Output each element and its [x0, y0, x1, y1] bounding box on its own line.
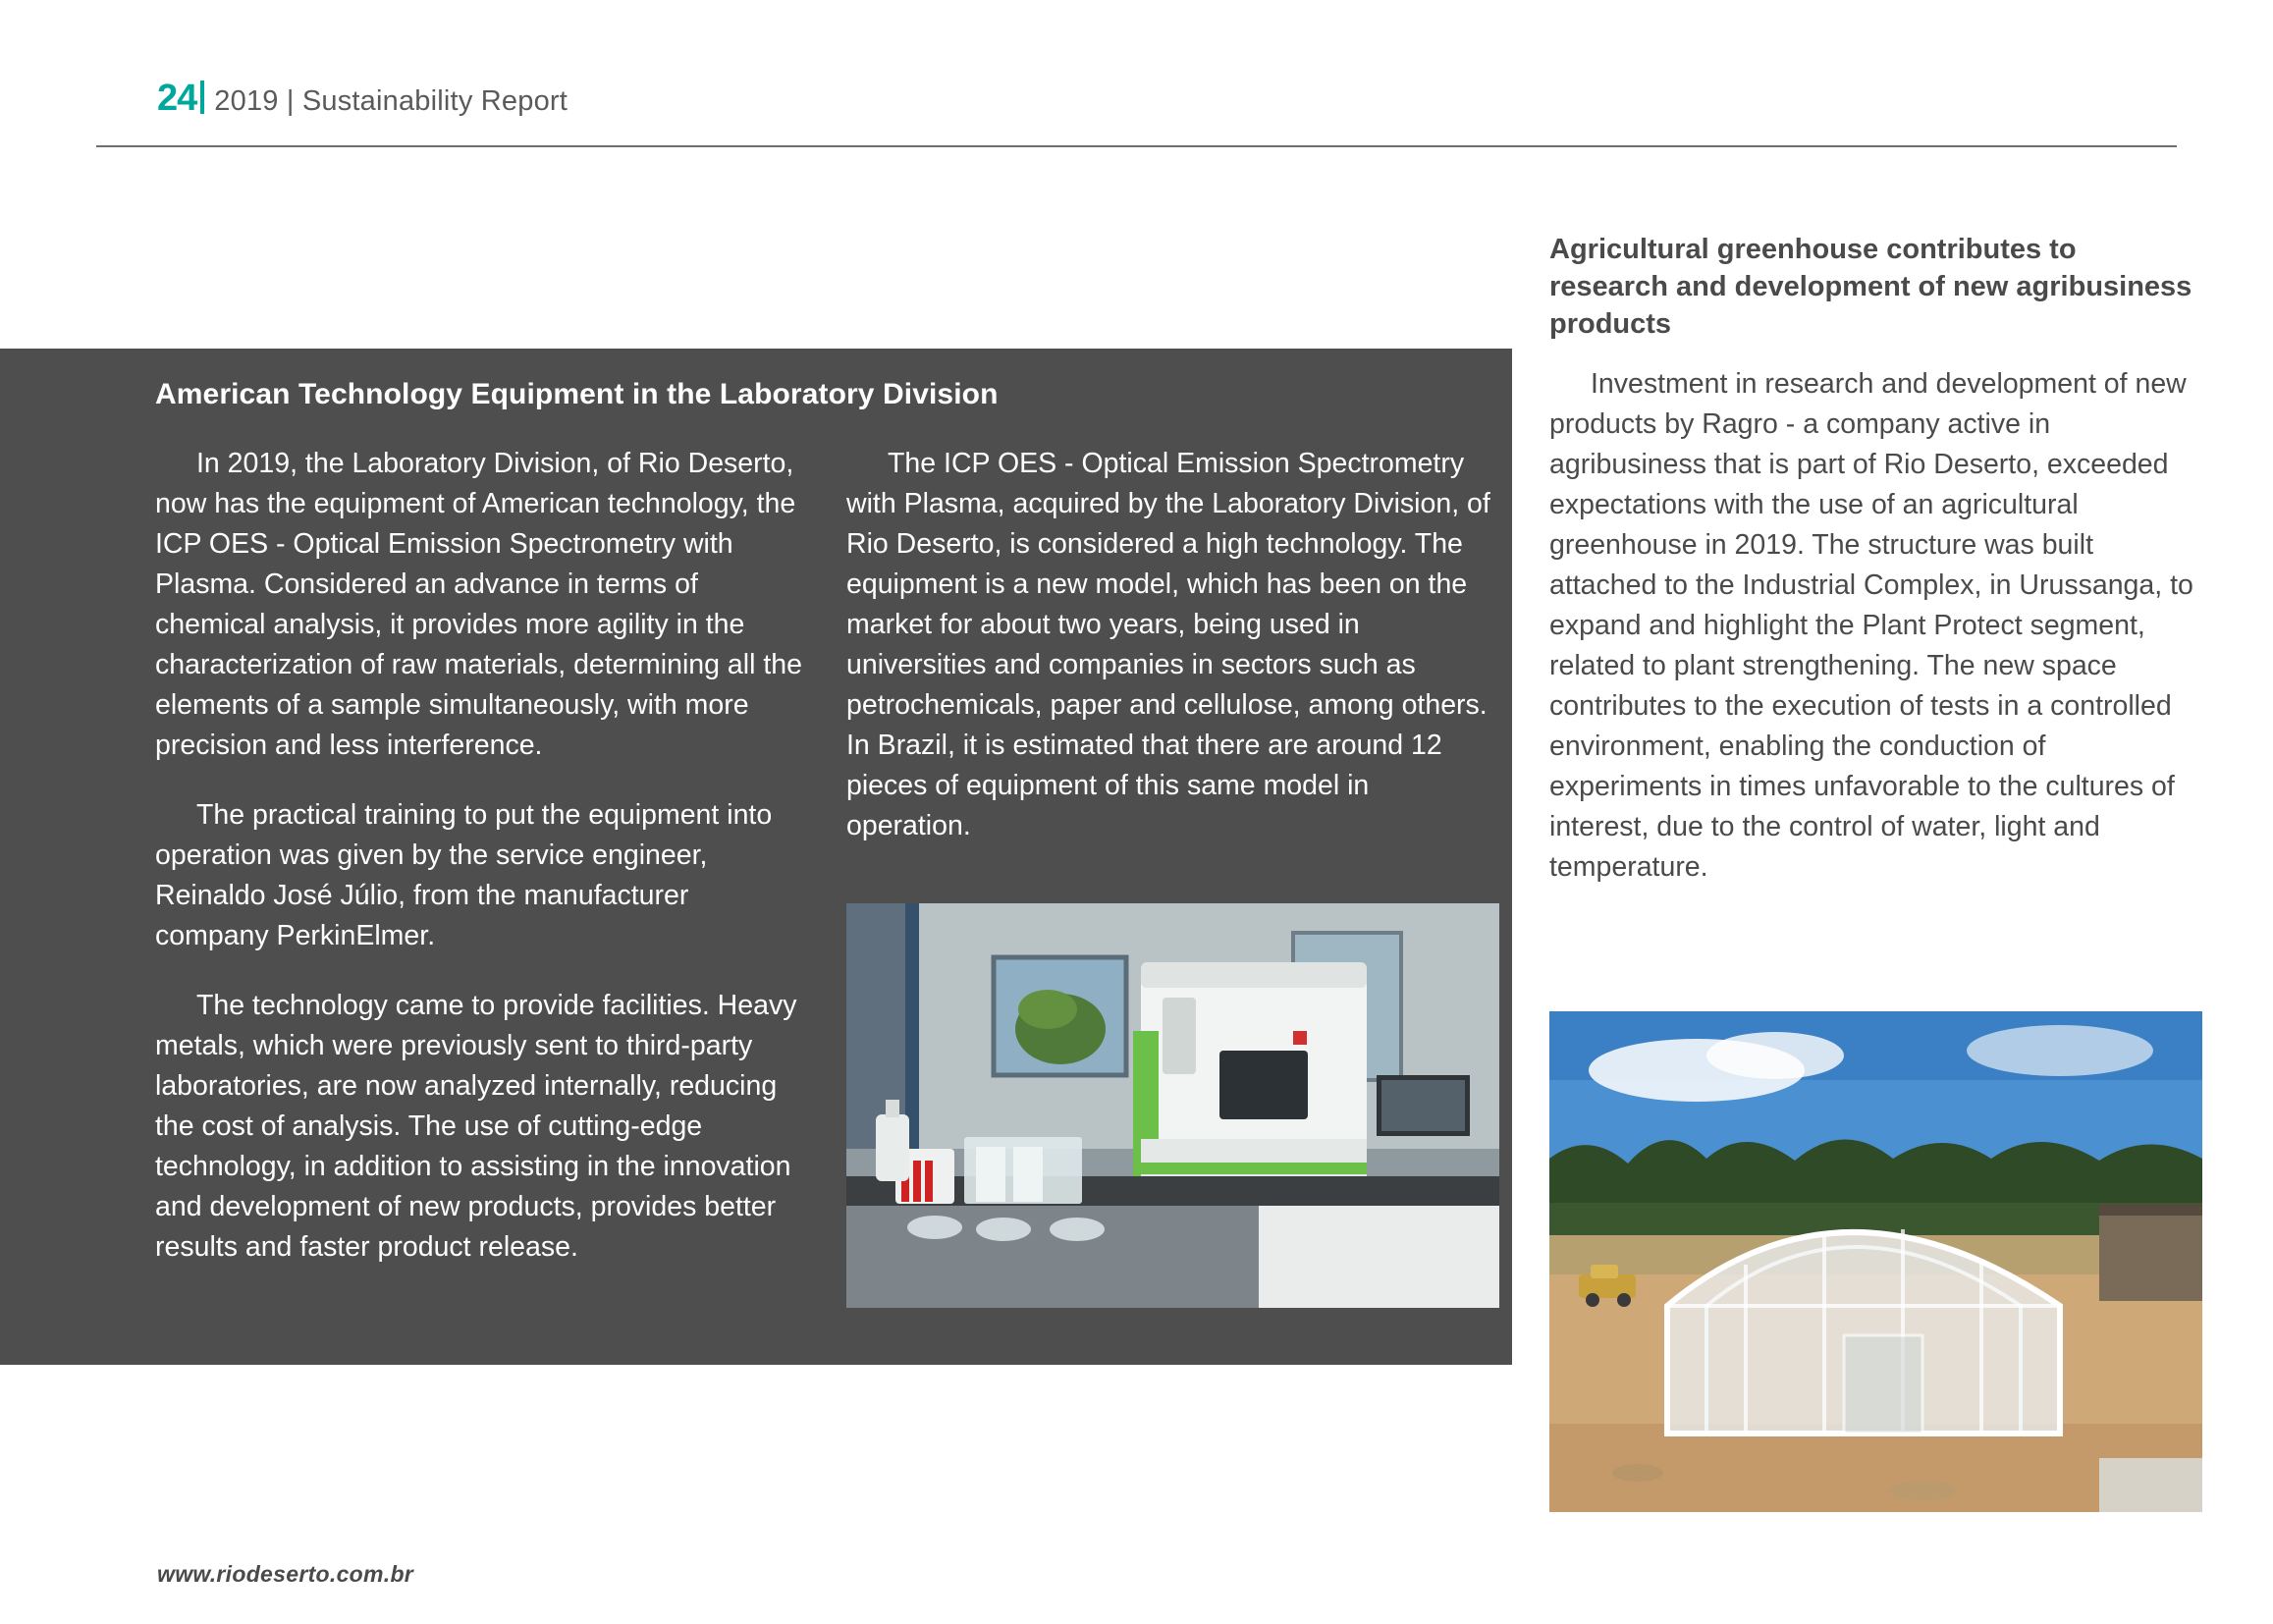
header-title: 2019 | Sustainability Report [214, 85, 568, 117]
feature-middle-column [846, 444, 1499, 876]
paragraph: In 2019, the Laboratory Division, of Rio Deserto, now has the equipment of American technology, the ICP OES - Optical Emission Spectrometry with Plasma. Considered an advance in terms of chemical analysis, it provides more agility in the characterization of raw materials, determining all the elements of a sample simultaneously, with more precision and less interference. [155, 448, 802, 761]
header-divider [200, 81, 204, 114]
laboratory-photo [846, 903, 1499, 1308]
feature-left-column [155, 444, 803, 1297]
right-column-heading: Agricultural greenhouse contributes to research and development of new agribusiness products [1549, 234, 2192, 340]
footer-url[interactable]: www.riodeserto.com.br [157, 1561, 414, 1587]
feature-heading: American Technology Equipment in the Laboratory Division [155, 378, 999, 410]
header-inner [157, 77, 568, 118]
page-number: 24 [157, 78, 197, 119]
header-rule [96, 145, 2177, 147]
paragraph: The practical training to put the equipment into operation was given by the service engineer, Reinaldo José Júlio, from the manufacturer company PerkinElmer. [155, 799, 773, 951]
paragraph: The technology came to provide facilities. Heavy metals, which were previously sent to third-party laboratories, are now analyzed internally, reducing the cost of analysis. The use of cutting-edge technology, in addition to assisting in the innovation and development of new products, provides better results and faster product release. [155, 990, 797, 1263]
greenhouse-photo [1549, 1011, 2202, 1512]
greenhouse-photo-graphic [1549, 1011, 2202, 1512]
paragraph: Investment in research and development of new products by Ragro - a company active in agribusiness that is part of Rio Deserto, exceeded expectations with the use of an agricultural greenhouse in 2019. The structure was built attached to the Industrial Complex, in Urussanga, to expand and highlight the Plant Protect segment, related to plant strengthening. The new space contributes to the execution of tests in a controlled environment, enabling the conduction of experiments in times unfavorable to the cultures of interest, due to the control of water, light and temperature. [1549, 368, 2193, 883]
right-column [1549, 231, 2202, 888]
paragraph: The ICP OES - Optical Emission Spectrometry with Plasma, acquired by the Laboratory Division, of Rio Deserto, is considered a high technology. The equipment is a new model, which has been on the market for about two years, being used in universities and companies in sectors such as petrochemicals, paper and cellulose, among others. In Brazil, it is estimated that there are around 12 pieces of equipment of this same model in operation. [846, 448, 1490, 841]
laboratory-photo-graphic [846, 903, 1499, 1308]
page-header [0, 0, 2273, 147]
